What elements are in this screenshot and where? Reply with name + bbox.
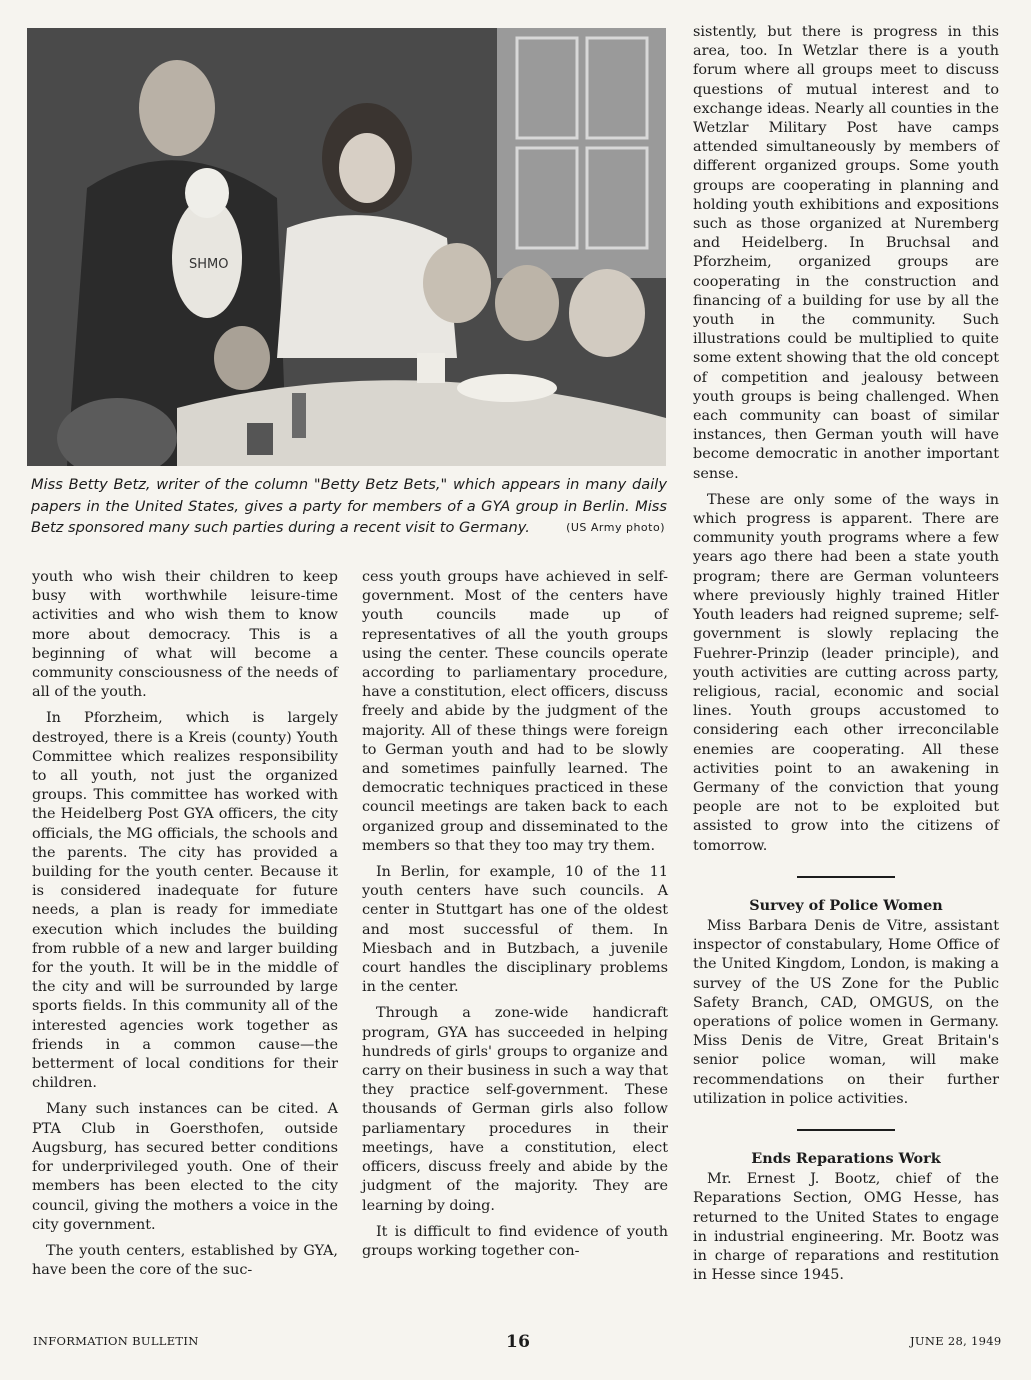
paragraph: Through a zone-wide handicraft program, GYA has succeeded in helping hundreds of girls' groups to organize and carry on their business in such a way that they practice self-government. These thousands of German girls also follow parliamentary procedures in their meetings, have a constitution, elect officers, discuss freely and abide by the judgment of the majority. They are learning by doing. <box>362 1005 668 1214</box>
paragraph: Many such instances can be cited. A PTA Club in Goersthofen, outside Augsburg, has secured better conditions for underprivileged youth. One of their members has been elected to the city council, giving the mothers a voice in the city government. <box>32 1101 338 1233</box>
paragraph: cess youth groups have achieved in self-government. Most of the centers have youth councils made up of representatives of all the youth groups using the center. These councils operate according to parliamentary procedure, have a constitution, elect officers, discuss freely and abide by the judgment of the majority. All of these things were foreign to German youth and had to be slowly and sometimes painfully learned. The democratic techniques practiced in these council meetings are taken back to each organized group and disseminated to the members so that they too may try them. <box>362 569 668 854</box>
photo-caption <box>31 474 667 539</box>
paragraph: In Berlin, for example, 10 of the 11 youth centers have such councils. A center in Stuttgart has one of the oldest and most successful of them. In Miesbach and in Butzbach, a juvenile court handles the disciplinary problems in the center. <box>362 864 668 996</box>
column-3 <box>693 23 999 1292</box>
paragraph: sistently, but there is progress in this area, too. In Wetzlar there is a youth forum where all groups meet to discuss questions of mutual interest and to exchange ideas. Nearly all counties in the Wetzlar Military Post have camps attended simultaneously by members of different organized groups. Some youth groups are cooperating in planning and holding youth exhibitions and expositions such as those organized at Nuremberg and Heidelberg. In Bruchsal and Pforzheim, organized groups are cooperating in the construction and financing of a building for use by all the youth in the community. Such illustrations could be multiplied to quite some extent showing that the old concept of competition and jealousy between youth groups is being challenged. When each community can boast of similar instances, then German youth will have become democratic in another important sense. <box>693 24 999 482</box>
shmoo-label: SHMO <box>189 257 229 272</box>
column-2 <box>362 568 668 1268</box>
section-divider <box>797 1129 895 1131</box>
column-1 <box>32 568 338 1287</box>
footer-publication: INFORMATION BULLETIN <box>33 1334 199 1348</box>
paragraph: youth who wish their children to keep busy with worthwhile leisure-time activities and who wish them to know more about democracy. This is a beginning of what will become a community consciousness of the needs of all of the youth. <box>32 569 338 701</box>
paragraph: Mr. Ernest J. Bootz, chief of the Reparations Section, OMG Hesse, has returned to the United States to engage in industrial engineering. Mr. Bootz was in charge of reparations and restitution in Hesse since 1945. <box>693 1171 999 1284</box>
party-photograph <box>27 28 666 466</box>
section-heading: Ends Reparations Work <box>751 1149 941 1167</box>
paragraph: Miss Barbara Denis de Vitre, assistant inspector of constabulary, Home Office of the United Kingdom, London, is making a survey of the US Zone for the Public Safety Branch, CAD, OMGUS, on the operations of police women in Germany. Miss Denis de Vitre, Great Britain's senior police woman, will make recommendations on their further utilization in police activities. <box>693 917 999 1107</box>
section-divider <box>797 876 895 878</box>
page-number: 16 <box>506 1332 531 1352</box>
photo-illustration <box>27 28 666 466</box>
paragraph: In Pforzheim, which is largely destroyed, there is a Kreis (county) Youth Committee which realizes responsibility to all youth, not just the organized groups. This committee has worked with the Heidelberg Post GYA officers, the city officials, the MG officials, the schools and the parents. The city has provided a building for the youth center. Because it is considered inadequate for future needs, a plan is ready for immediate execution which includes the building from rubble of a new and larger building for the youth. It will be in the middle of the city and will be surrounded by large sports fields. In this community all of the interested agencies work together as friends in a common cause—the betterment of local conditions for their children. <box>32 710 338 1092</box>
section-heading: Survey of Police Women <box>749 896 943 914</box>
paragraph: These are only some of the ways in which progress is apparent. There are community youth programs where a few years ago there had been a state youth program; there are German volunteers where previously highly trained Hitler Youth leaders had reigned supreme; self-government is slowly replacing the Fuehrer-Prinzip (leader principle), and youth activities are cutting across party, religious, racial, economic and social lines. Youth groups accustomed to considering each other irreconcilable enemies are cooperating. All these activities point to an awakening in Germany of the conviction that young people are not to be exploited but assisted to grow into the citizens of tomorrow. <box>693 491 999 854</box>
caption-text: Miss Betty Betz, writer of the column "Betty Betz Bets," which appears in many daily papers in the United States, gives a party for members of a GYA group in Berlin. Miss Betz sponsored many such parties during a recent visit to Germany. <box>31 476 667 536</box>
footer-date: JUNE 28, 1949 <box>910 1334 1002 1348</box>
paragraph: It is difficult to find evidence of youth groups working together con- <box>362 1223 668 1259</box>
photo-credit: (US Army photo) <box>566 521 665 534</box>
paragraph: The youth centers, established by GYA, have been the core of the suc- <box>32 1242 338 1279</box>
